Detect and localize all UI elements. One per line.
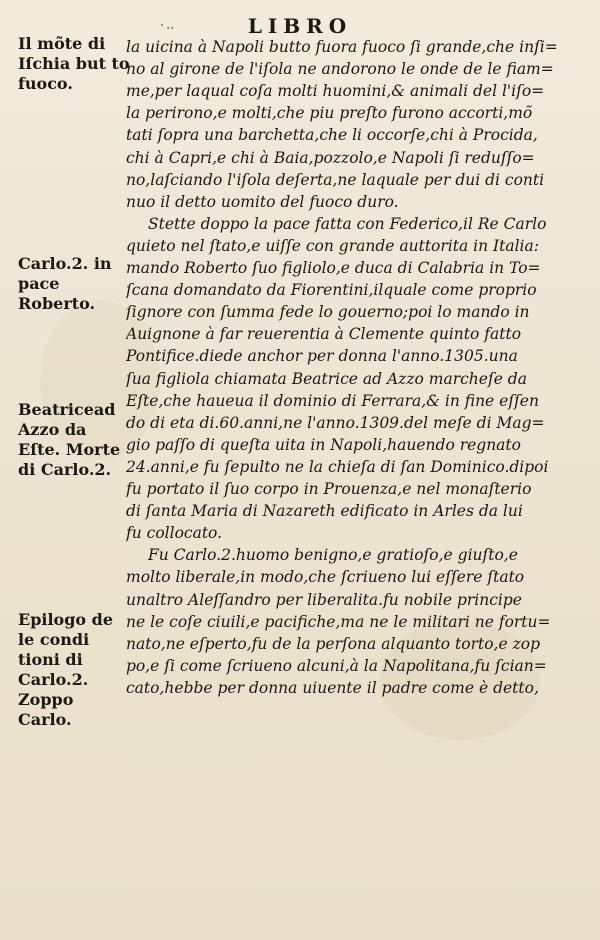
text-line: Fu Carlo.2.huomo benigno,e gratioſo,e giuſto,e [148,546,518,565]
text-line: nato,ne eſperto,fu de la perſona alquanto torto,e zop [126,634,541,653]
text-line: no al girone de l'iſola ne andorono le onde de le fiam= [126,60,554,79]
page-title: LIBRO [247,14,353,38]
text-line: 24.anni,e fu ſepulto ne la chieſa di ſan Dominico.dipoi [126,457,549,476]
text-line: ne le coſe ciuili,e pacifiche,ma ne le militari ne fortu= [126,612,551,631]
header-ornament: ·‥ [160,18,177,32]
text-line: Stette doppo la pace fatta con Federico,il Re Carlo [148,214,547,233]
text-line: molto liberale,in modo,che ſcriueno lui eſſere ſtato [126,568,525,587]
text-line: nuo il detto uomito del fuoco duro. [126,192,399,211]
text-line: fu collocato. [126,524,223,543]
text-line: la uicina à Napoli butto fuora fuoco ſi grande,che inſi= [126,38,558,56]
text-line: me,per laqual coſa molti huomini,& animali del l'iſo= [126,82,545,101]
margin-note: Epilogo de le condi tioni di Carlo.2. Zoppo Carlo. [18,610,114,729]
text-line: no,laſciando l'iſola deſerta,ne laquale per dui di conti [126,170,545,189]
text-line: quieto nel ſtato,e uiſſe con grande auttorita in Italia: [126,236,539,255]
text-line: ſcana domandato da Fiorentini,ilquale come proprio [126,281,537,300]
text-line: gio paſſo di queſta uita in Napoli,hauendo regnato [126,435,521,454]
margin-note: Il mõte di Iſchia but to fuoco. [18,34,130,93]
text-line: po,e ſi come ſcriueno alcuni,à la Napolitana,fu ſcian= [126,656,547,675]
margin-note: Beatricead Azzo da Eſte. Morte di Carlo.2. [18,400,121,479]
text-line: tati ſopra una barchetta,che li occorſe,chi à Procida, [126,126,538,145]
margin-note: Carlo.2. in pace Roberto. [18,254,112,313]
text-line: do di eta di.60.anni,ne l'anno.1309.del meſe di Mag= [126,413,545,432]
text-line: chi à Capri,e chi à Baia,pozzolo,e Napoli ſi reduſſo= [126,148,535,167]
text-line: Auignone à far reuerentia à Clemente quinto fatto [126,325,522,344]
text-line: di ſanta Maria di Nazareth edificato in Arles da lui [126,502,523,521]
text-line: Eſte,che haueua il dominio di Ferrara,& in fine eſſen [126,391,539,410]
text-line: fu portato il ſuo corpo in Prouenza,e nel monaſterio [126,480,532,498]
text-line: la perirono,e molti,che piu preſto furono accorti,mõ [126,104,533,123]
text-line: cato,hebbe per donna uiuente il padre come è detto, [126,678,539,697]
text-line: Pontifice.diede anchor per donna l'anno.1305.una [126,347,518,366]
text-line: ſignore con ſumma fede lo gouerno;poi lo mando in [126,303,530,322]
text-line: unaltro Aleſſandro per liberalita.fu nobile principe [126,590,522,609]
text-line: ſua figliola chiamata Beatrice ad Azzo marcheſe da [126,369,527,388]
text-line: mando Roberto ſuo figliolo,e duca di Calabria in To= [126,259,541,277]
